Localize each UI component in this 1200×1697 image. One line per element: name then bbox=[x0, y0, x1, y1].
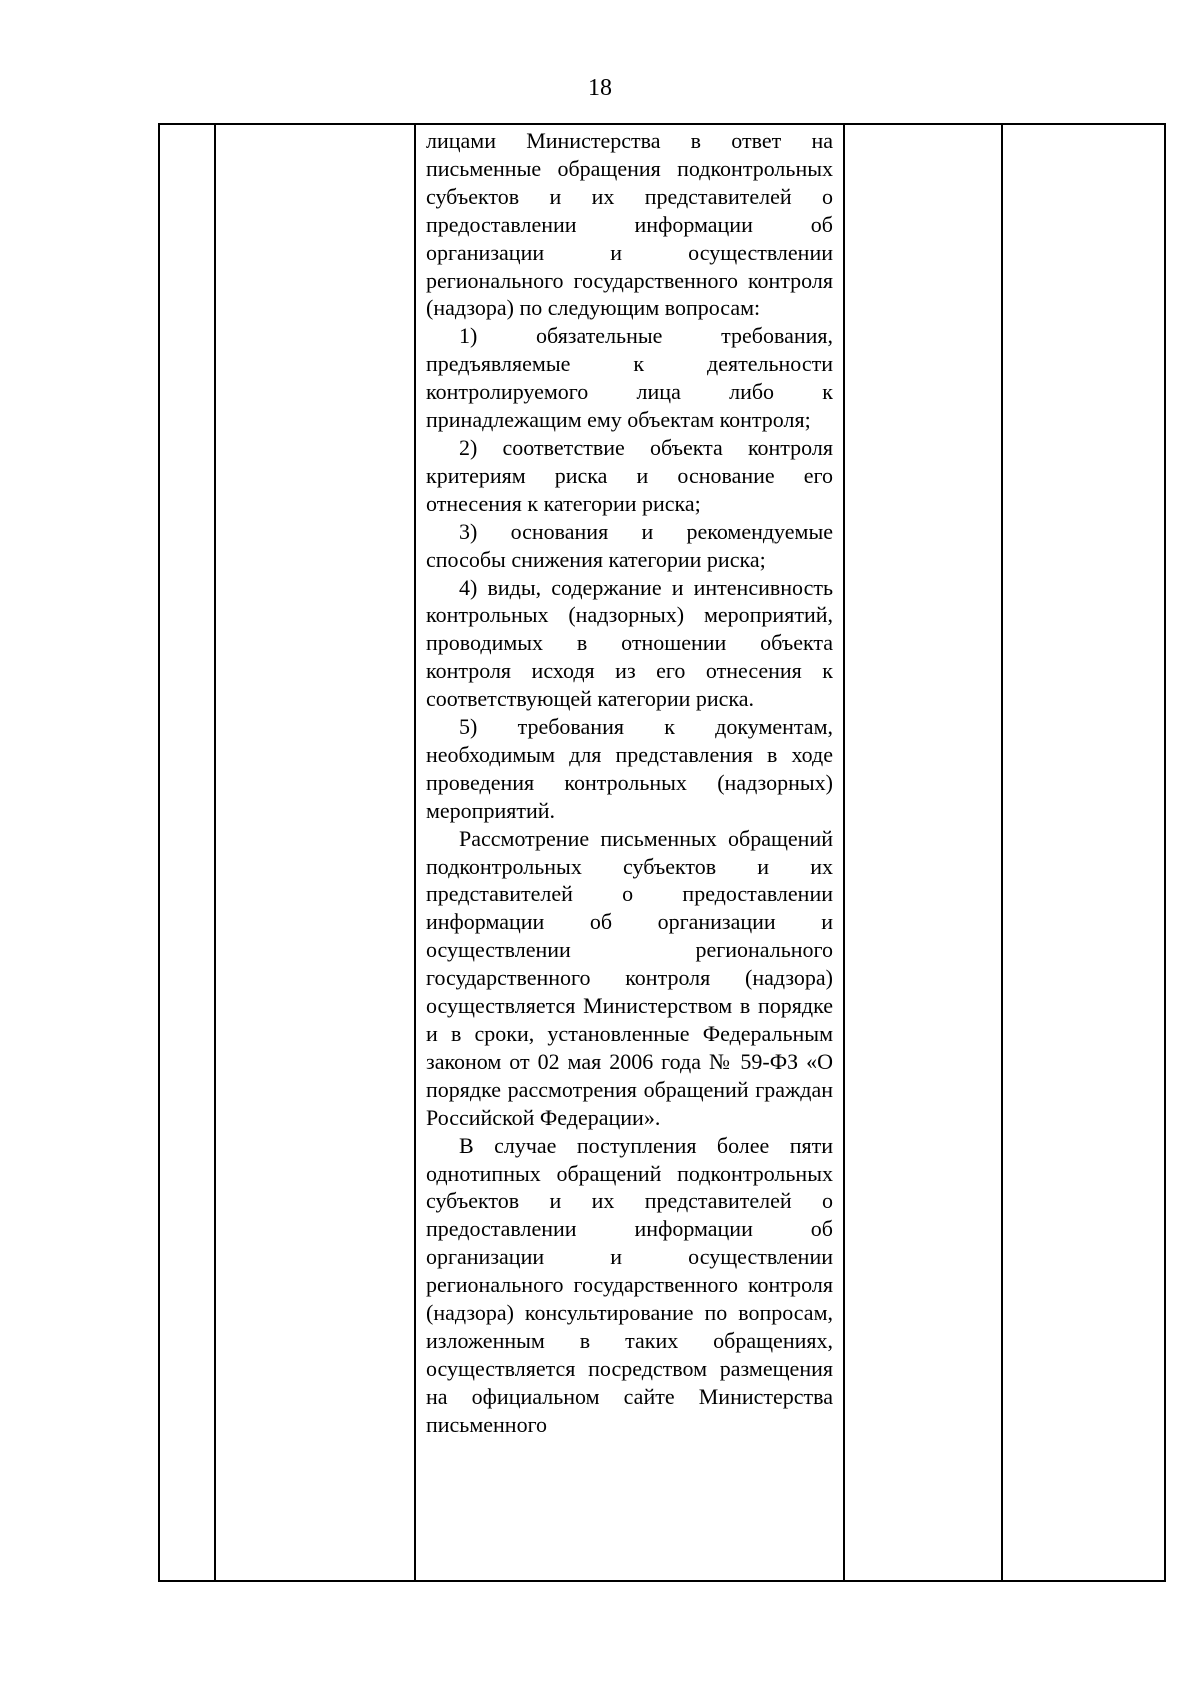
paragraph-item-2: 2) соответствие объекта контроля критериям риска и основание его отнесения к категории риска; bbox=[426, 434, 833, 516]
paragraph-multiple-requests: В случае поступления более пяти однотипных обращений подконтрольных субъектов и их представителей о предоставлении информации об организации и осуществлении регионального государственного контроля (надзора) консультирование по вопросам, изложенным в таких обращениях, осуществляется посредством размещения на официальном сайте Министерства письменного bbox=[426, 1132, 833, 1437]
paragraph-consideration: Рассмотрение письменных обращений подконтрольных субъектов и их представителей о предоставлении информации об организации и осуществлении регионального государственного контроля (надзора) осуществляется Министерством в порядке и в сроки, установленные Федеральным законом от 02 мая 2006 года № 59-ФЗ «О порядке рассмотрения обращений граждан Российской Федерации». bbox=[426, 825, 833, 1130]
table-cell-name bbox=[215, 124, 415, 1581]
paragraph-item-4: 4) виды, содержание и интенсивность контрольных (надзорных) мероприятий, проводимых в отношении объекта контроля исходя из его отнесения к соответствующей категории риска. bbox=[426, 574, 833, 712]
paragraph-intro: лицами Министерства в ответ на письменные обращения подконтрольных субъектов и их представителей о предоставлении информации об организации и осуществлении регионального государственного контроля (надзора) по следующим вопросам: bbox=[426, 128, 833, 321]
table-row bbox=[159, 124, 1165, 1581]
paragraph-item-1: 1) обязательные требования, предъявляемые к деятельности контролируемого лица либо к принадлежащим ему объектам контроля; bbox=[426, 323, 833, 433]
table-cell-number bbox=[159, 124, 215, 1581]
page-number: 18 bbox=[588, 75, 612, 101]
document-table bbox=[158, 123, 1166, 1582]
paragraph-item-3: 3) основания и рекомендуемые способы снижения категории риска; bbox=[426, 518, 833, 572]
paragraph-item-5: 5) требования к документам, необходимым для представления в ходе проведения контрольных (надзорных) мероприятий. bbox=[426, 714, 833, 823]
table-cell-description bbox=[415, 124, 844, 1581]
table-cell-responsible bbox=[1002, 124, 1165, 1581]
table-cell-term bbox=[844, 124, 1002, 1581]
cell-text-block bbox=[416, 125, 843, 1439]
